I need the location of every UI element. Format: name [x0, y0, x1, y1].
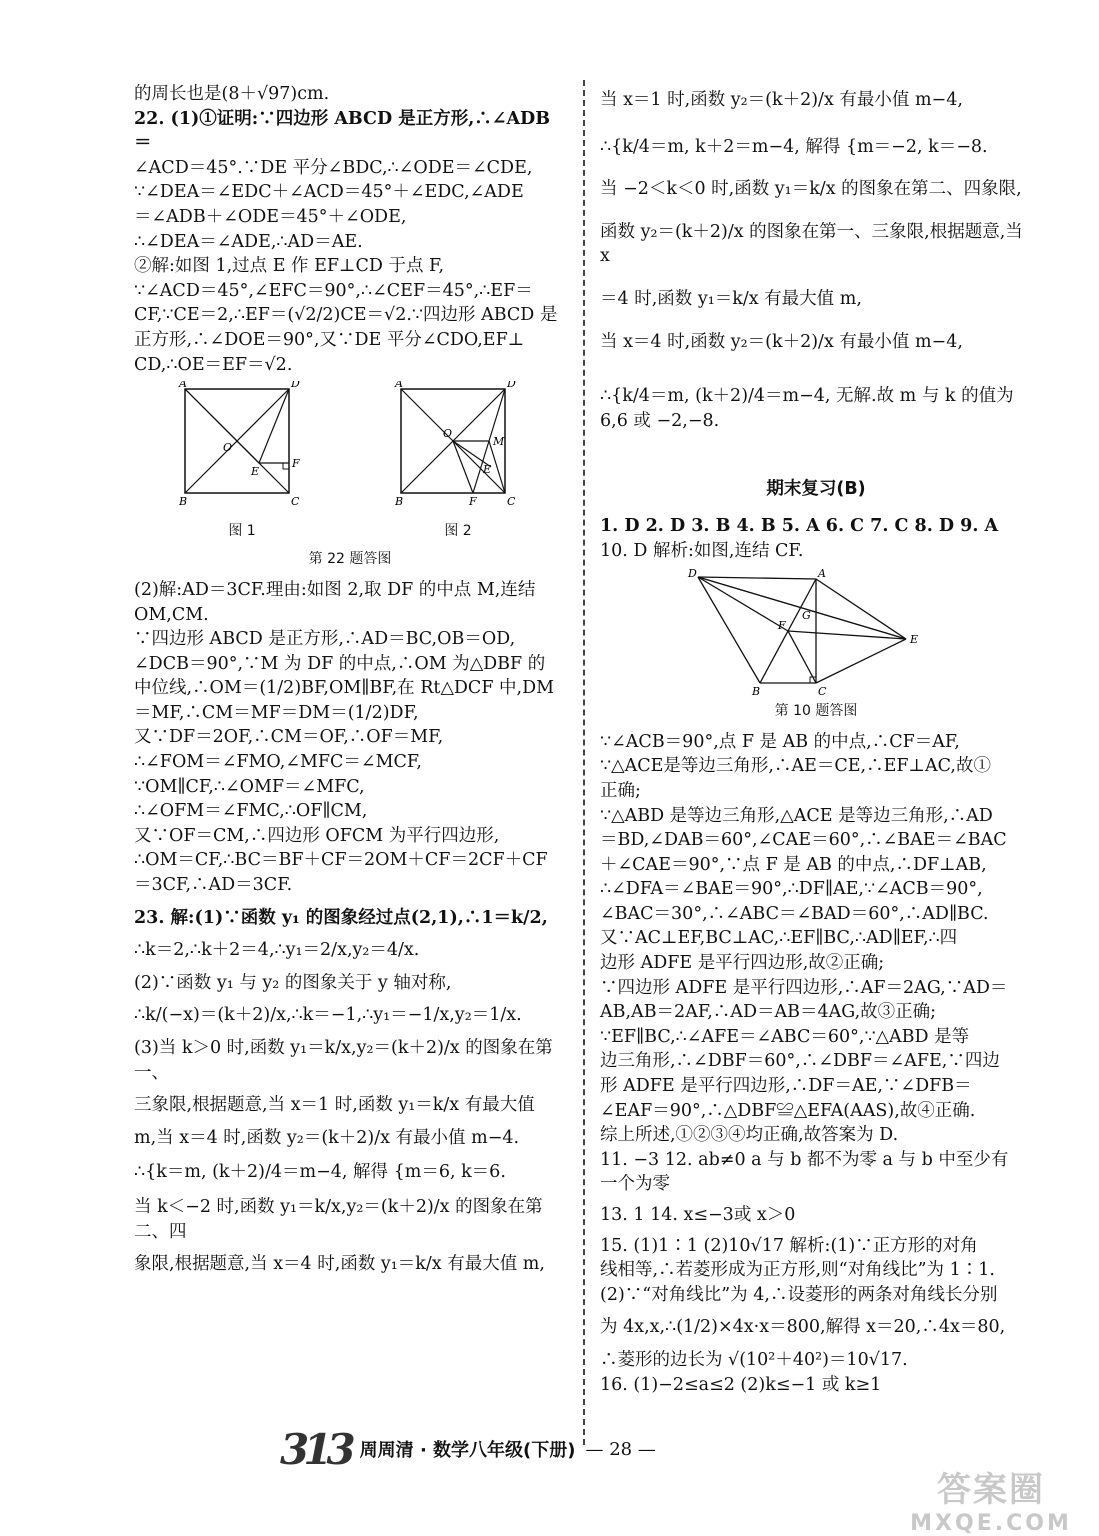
- svg-text:A: A: [179, 381, 187, 391]
- text-line: 正确;: [600, 780, 641, 801]
- text-line: 综上所述,①②③④均正确,故答案为 D.: [600, 1125, 899, 1146]
- svg-text:E: E: [910, 633, 919, 647]
- svg-text:M: M: [493, 435, 505, 449]
- figure-22-caption: 第 22 题答图: [308, 551, 392, 568]
- text-line: 为 4x,x,∴(1/2)×4x·x＝800,解得 x＝20,∴4x＝80,: [600, 1317, 1006, 1338]
- figure-1: [177, 381, 307, 543]
- svg-text:D: D: [291, 381, 300, 391]
- left-column: [134, 82, 566, 1277]
- text-line: ＋∠CAE＝90°,∵点 F 是 AB 的中点,∴DF⊥AB,: [600, 854, 987, 875]
- svg-text:A: A: [818, 567, 826, 581]
- footer-title: 周周清 · 数学八年级(下册): [359, 1440, 576, 1461]
- svg-text:E: E: [483, 463, 492, 477]
- svg-text:D: D: [688, 567, 697, 581]
- text-line: ∴{k＝m, (k＋2)/4＝m−4, 解得 {m＝6, k＝6.: [134, 1162, 506, 1183]
- multiple-choice-answers: 1. D 2. D 3. B 4. B 5. A 6. C 7. C 8. D 9. A: [600, 515, 999, 536]
- text-line: ∴∠DFA＝∠BAE＝90°,∴DF∥AE,∵∠ACB＝90°,: [600, 879, 983, 900]
- text-line: 边形 ADFE 是平行四边形,故②正确;: [600, 953, 885, 974]
- text-line: 当 k＜−2 时,函数 y₁＝k/x,y₂＝(k＋2)/x 的图象在第二、四: [134, 1196, 543, 1242]
- text-line: (3)当 k＞0 时,函数 y₁＝k/x,y₂＝(k＋2)/x 的图象在第一、: [134, 1038, 553, 1083]
- text-line: 又∵DF＝2OF,∴CM＝OF,∴OF＝MF,: [134, 727, 444, 748]
- watermark-url: MXQE.COM: [910, 1511, 1072, 1536]
- text-line: ②解:如图 1,过点 E 作 EF⊥CD 于点 F,: [134, 256, 445, 277]
- text-line: ∠EAF＝90°,∴△DBF≌△EFA(AAS),故④正确.: [600, 1100, 976, 1121]
- text-line: ∵∠ACD＝45°,∠EFC＝90°,∴∠CEF＝45°,∴EF＝: [134, 280, 533, 301]
- text-line: 当 −2＜k＜0 时,函数 y₁＝k/x 的图象在第二、四象限,: [600, 179, 1022, 200]
- text-line: 当 x＝1 时,函数 y₂＝(k＋2)/x 有最小值 m−4,: [600, 90, 963, 110]
- q10-intro: 10. D 解析:如图,连结 CF.: [600, 540, 804, 561]
- text-line: ∵∠DEA＝∠EDC＋∠ACD＝45°＋∠EDC,∠ADE: [134, 182, 524, 203]
- text-line: ＝BD,∠DAB＝60°,∠CAE＝60°,∴∠BAE＝∠BAC: [600, 830, 1007, 851]
- text-line: ＝∠ADB＋∠ODE＝45°＋∠ODE,: [134, 206, 407, 227]
- svg-text:F: F: [292, 457, 300, 471]
- text-line: ∴{k/4＝m, (k＋2)/4＝m−4, 无解.故 m 与 k 的值为 6,6 或 −2,−8.: [600, 386, 1014, 431]
- text-line: 三象限,根据题意,当 x＝1 时,函数 y₁＝k/x 有最大值: [134, 1095, 535, 1116]
- text-line: ∵四边形 ABCD 是正方形,∴AD＝BC,OB＝OD,: [134, 629, 516, 650]
- text-line: 一个为零: [600, 1174, 670, 1195]
- page-footer: [280, 1425, 840, 1473]
- text-line: CF,∵CE＝2,∴EF＝(√2/2)CE＝√2.∵四边形 ABCD 是: [134, 305, 558, 326]
- text-line: ∠DCB＝90°,∵M 为 DF 的中点,∴OM 为△DBF 的: [134, 653, 546, 674]
- section-title: 期末复习(B): [766, 479, 866, 500]
- text-line: 象限,根据题意,当 x＝4 时,函数 y₁＝k/x 有最大值 m,: [134, 1254, 545, 1275]
- text-line: 11. −3 12. ab≠0 a 与 b 都不为零 a 与 b 中至少有: [600, 1149, 1009, 1170]
- text-line: ∵△ABD 是等边三角形,△ACE 是等边三角形,∴AD: [600, 805, 993, 826]
- watermark: [891, 1462, 1091, 1536]
- problem-23-heading: 23. 解:(1)∵函数 y₁ 的图象经过点(2,1),∴1＝k/2,: [134, 907, 548, 928]
- figure-2: [393, 381, 523, 543]
- text-line: ∴∠OFM＝∠FMC,∴OF∥CM,: [134, 801, 368, 822]
- text-line: ∵△ACE是等边三角形,∴AE＝CE,∴EF⊥AC,故①: [600, 756, 991, 777]
- page-number: — 28 —: [585, 1438, 656, 1460]
- figure-1-caption: 图 1: [228, 522, 256, 539]
- right-column: [600, 82, 1032, 1397]
- text-line: 的周长也是(8＋√97)cm.: [134, 84, 330, 104]
- svg-text:O: O: [443, 427, 453, 441]
- svg-text:C: C: [291, 495, 300, 509]
- text-line: ∴OM＝CF,∴BC＝BF＋CF＝2OM＋CF＝2CF＋CF: [134, 850, 548, 871]
- text-line: ∴菱形的边长为 √(10²＋40²)＝10√17.: [600, 1349, 908, 1370]
- text-line: 正方形,∴∠DOE＝90°,又∵DE 平分∠CDO,EF⊥: [134, 329, 525, 350]
- text-line: 又∵AC⊥EF,BC⊥AC,∴EF∥BC,∴AD∥EF,∴四: [600, 928, 958, 949]
- svg-text:O: O: [223, 441, 233, 455]
- text-line: ∵OM∥CF,∴∠OMF＝∠MFC,: [134, 776, 365, 797]
- text-line: 形 ADFE 是平行四边形,∴DF＝AE,∵∠DFB＝: [600, 1076, 972, 1097]
- figure-2-caption: 图 2: [444, 522, 472, 539]
- text-line: 13. 1 14. x≤−3或 x＞0: [600, 1205, 796, 1225]
- text-line: ＝MF,∴CM＝MF＝DM＝(1/2)DF,: [134, 702, 419, 723]
- svg-text:D: D: [507, 381, 516, 391]
- svg-text:F: F: [469, 495, 477, 509]
- column-divider: [583, 80, 585, 1445]
- text-line: 16. (1)−2≤a≤2 (2)k≤−1 或 k≥1: [600, 1374, 882, 1395]
- svg-text:B: B: [179, 495, 188, 509]
- text-line: 函数 y₂＝(k＋2)/x 的图象在第一、三象限,根据题意,当 x: [600, 221, 1023, 267]
- text-line: CD,∴OE＝EF＝√2.: [134, 354, 293, 375]
- text-line: ∴∠FOM＝∠FMO,∠MFC＝∠MCF,: [134, 752, 422, 773]
- figure-2-diagram: [393, 381, 523, 511]
- text-line: OM,CM.: [134, 604, 209, 625]
- problem-22-heading: 22. (1)①证明:∵四边形 ABCD 是正方形,∴∠ADB＝: [134, 108, 551, 154]
- text-line: ＝3CF,∴AD＝3CF.: [134, 875, 293, 896]
- text-line: 线相等,∴若菱形成为正方形,则“对角线比”为 1∶1.: [600, 1260, 995, 1281]
- svg-text:A: A: [395, 381, 403, 391]
- svg-text:E: E: [251, 465, 260, 479]
- svg-text:C: C: [818, 685, 827, 698]
- text-line: ∴{k/4＝m, k＋2＝m−4, 解得 {m＝−2, k＝−8.: [600, 136, 988, 157]
- text-line: AB,AB＝2AF,∴AD＝AB＝4AG,故③正确;: [600, 1002, 937, 1023]
- text-line: 边三角形,∴∠DBF＝60°,∴∠DBF＝∠AFE,∵四边: [600, 1051, 1000, 1072]
- text-line: (2)解:AD＝3CF.理由:如图 2,取 DF 的中点 M,连结: [134, 579, 536, 600]
- text-line: (2)∵“对角线比”为 4,∴设菱形的两条对角线长分别: [600, 1284, 998, 1305]
- text-line: 当 x＝4 时,函数 y₂＝(k＋2)/x 有最小值 m−4,: [600, 331, 963, 352]
- svg-text:B: B: [395, 495, 404, 509]
- text-line: (2)∵函数 y₁ 与 y₂ 的图象关于 y 轴对称,: [134, 972, 452, 993]
- text-line: 中位线,∴OM＝(1/2)BF,OM∥BF,在 Rt△DCF 中,DM: [134, 678, 555, 699]
- text-line: m,当 x＝4 时,函数 y₂＝(k＋2)/x 有最小值 m−4.: [134, 1127, 520, 1148]
- svg-text:C: C: [507, 495, 516, 509]
- svg-text:G: G: [802, 609, 811, 623]
- text-line: ∴k/(−x)＝(k＋2)/x,∴k＝−1,∴y₁＝−1/x,y₂＝1/x.: [134, 1005, 522, 1026]
- text-line: ∵四边形 ADFE 是平行四边形,∴AF＝2AG,∵AD＝: [600, 977, 1008, 998]
- text-line: ∵∠ACB＝90°,点 F 是 AB 的中点,∴CF＝AF,: [600, 731, 960, 752]
- watermark-text: 答案圈: [937, 1470, 1045, 1510]
- brand-logo: 313: [280, 1424, 350, 1474]
- text-line: ＝4 时,函数 y₁＝k/x 有最大值 m,: [600, 288, 862, 309]
- text-line: ∠ACD＝45°.∵DE 平分∠BDC,∴∠ODE＝∠CDE,: [134, 157, 533, 178]
- text-line: ∴k＝2,∴k＋2＝4,∴y₁＝2/x,y₂＝4/x.: [134, 940, 420, 961]
- svg-text:B: B: [752, 685, 761, 698]
- figure-10-diagram: [686, 567, 946, 697]
- text-line: ∠BAC＝30°,∴∠ABC＝∠BAD＝60°,∴AD∥BC.: [600, 903, 989, 924]
- figure-10-caption: 第 10 题答图: [774, 703, 858, 720]
- text-line: ∵EF∥BC,∴∠AFE＝∠ABC＝60°,∵△ABD 是等: [600, 1026, 970, 1047]
- figure-22-group: [134, 381, 566, 543]
- figure-1-diagram: [177, 381, 307, 511]
- text-line: 15. (1)1∶1 (2)10√17 解析:(1)∵正方形的对角: [600, 1235, 978, 1256]
- svg-text:F: F: [778, 619, 786, 633]
- text-line: 又∵OF＝CM,∴四边形 OFCM 为平行四边形,: [134, 825, 500, 846]
- text-line: ∴∠DEA＝∠ADE,∴AD＝AE.: [134, 231, 363, 252]
